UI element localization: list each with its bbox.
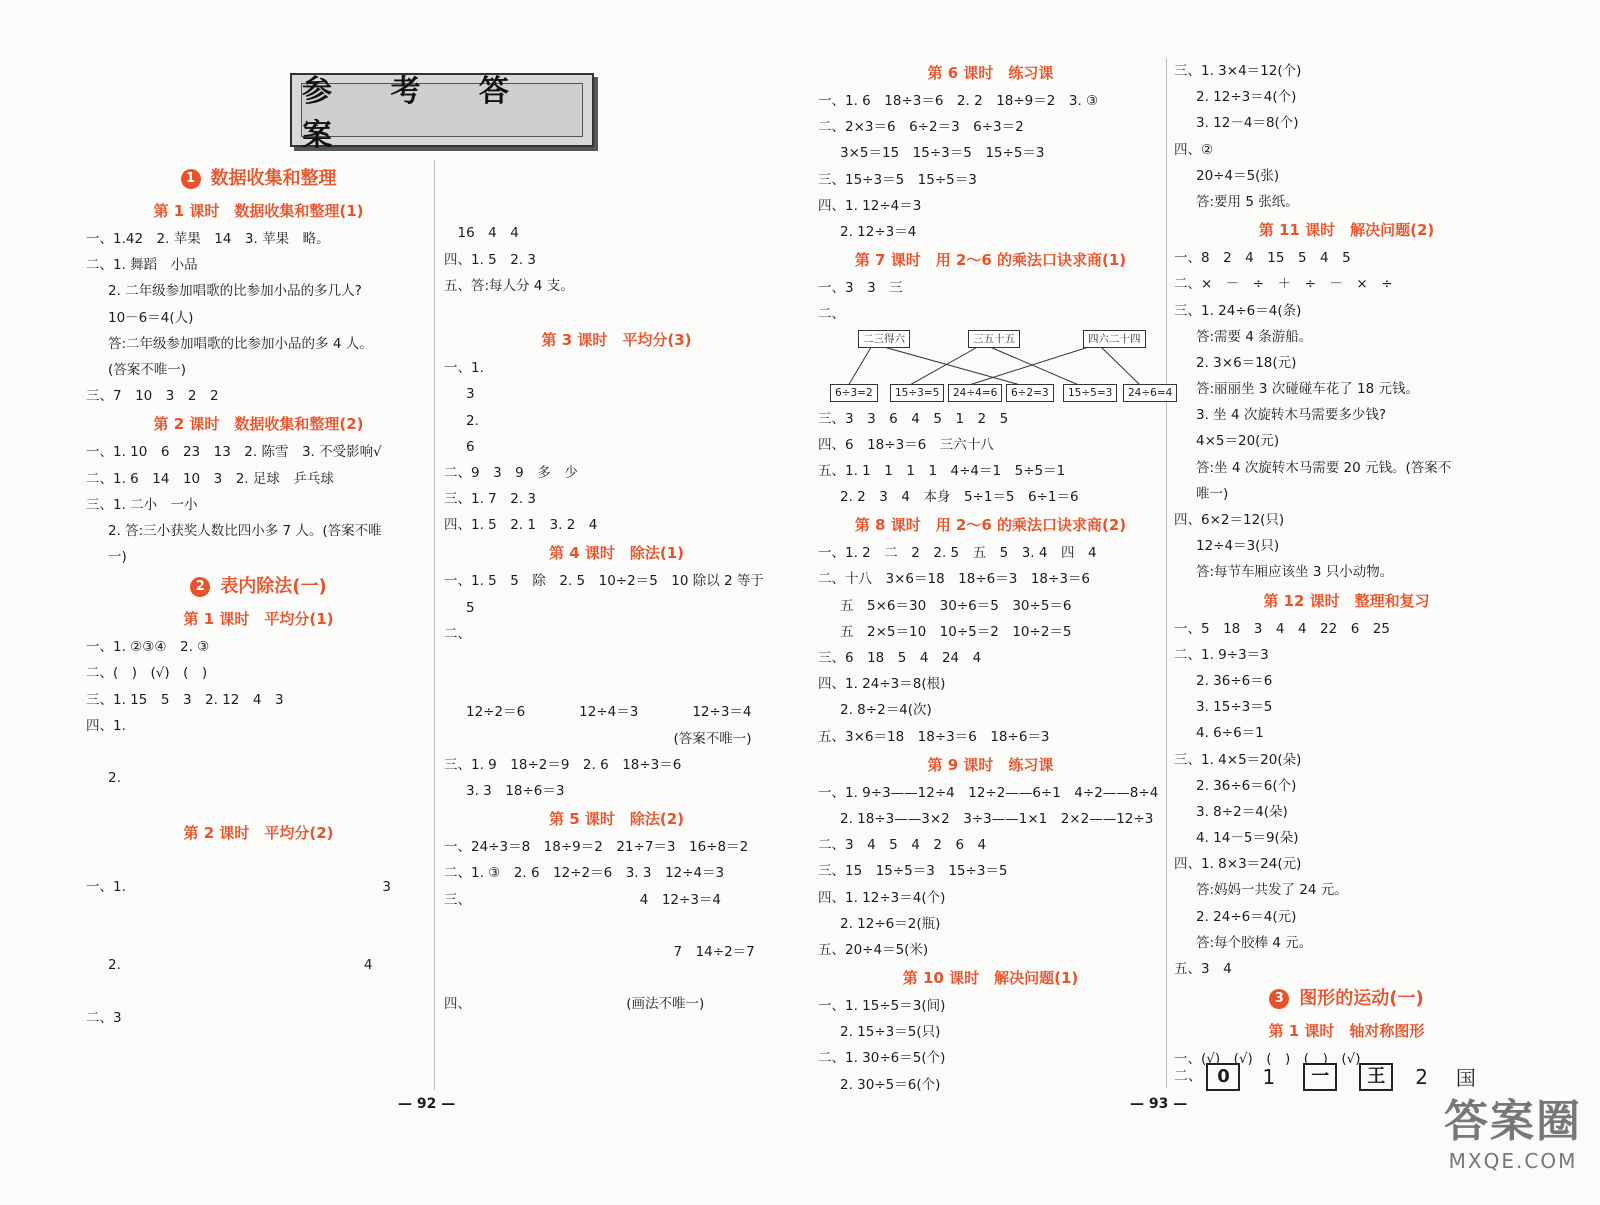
answer-line: 12÷4＝3(只) (1196, 538, 1280, 555)
answer-line: 唯一) (1196, 485, 1229, 502)
answer-line: 四、1. 12÷3＝4(个) (818, 889, 946, 906)
answer-line: 四、1. 12÷4＝3 (818, 197, 922, 214)
matching-line (1098, 344, 1141, 386)
answer-line: 三、1. 二小 一小 (86, 496, 198, 513)
diagram-bottom-node: 6÷3=2 (830, 384, 878, 402)
answer-line: 答:坐 4 次旋转木马需要 20 元钱。(答案不 (1196, 459, 1452, 476)
answer-line: 2. 8÷2＝4(次) (840, 702, 932, 719)
answer-line: 一、1. 6 18÷3＝6 2. 2 18÷9＝2 3. ③ (818, 93, 1099, 109)
answer-line: 四、1. 8×3＝24(元) (1174, 856, 1302, 873)
answer-line (86, 926, 431, 952)
lesson-heading: 第 3 课时 平均分(3) (541, 331, 692, 350)
answer-line: 二、1. 舞蹈 小品 (86, 257, 198, 274)
answer-line: 2. (108, 770, 121, 787)
answer-line: 4. 14－5＝9(朵) (1196, 830, 1299, 847)
answer-line: 答:妈妈一共发了 24 元。 (1196, 882, 1348, 899)
answer-line: 三、7 10 3 2 2 (86, 388, 219, 405)
unit-number-badge: 2 (190, 577, 210, 597)
diagram-bottom-node: 24÷4=6 (948, 384, 1002, 402)
answer-line: 2. 24÷6＝4(元) (1196, 908, 1297, 925)
matching-line (966, 344, 1098, 386)
answer-line: 一、3 3 三 (818, 280, 903, 297)
answer-line: 一、24÷3＝8 18÷9＝2 21÷7＝3 16÷8＝2 (444, 839, 749, 856)
answer-line: 2. 30÷5＝6(个) (840, 1076, 941, 1093)
answer-line (86, 979, 431, 1005)
lesson-heading: 第 2 课时 数据收集和整理(2) (153, 415, 364, 434)
answer-line: 二、3 (86, 1009, 122, 1026)
lesson-heading: 第 10 课时 解决问题(1) (902, 969, 1079, 988)
answer-line: 五、3 4 (1174, 961, 1232, 977)
answer-line: 四、6 18÷3＝6 三六十八 (818, 436, 994, 453)
page-title: 参 考 答 案 (302, 74, 533, 153)
answer-line: 答:丽丽坐 3 次碰碰车花了 18 元钱。 (1196, 381, 1419, 398)
unit-title: 表内除法(一) (220, 576, 327, 598)
answer-line (86, 900, 431, 926)
answer-column-3 (818, 58, 1173, 1098)
answer-line: 五 5×6＝30 30÷6＝5 30÷5＝6 (840, 597, 1072, 614)
answer-line (444, 1017, 789, 1043)
lesson-heading: 第 11 课时 解决问题(2) (1258, 221, 1435, 240)
symmetric-shape-answer: 王 (1359, 1063, 1393, 1091)
answer-line: 五 2×5＝10 10÷5＝2 10÷2＝5 (840, 623, 1072, 640)
answer-line: 3. 坐 4 次旋转木马需要多少钱? (1196, 407, 1387, 424)
answer-line: 2. 2 3 4 本身 5÷1＝5 6÷1＝6 (840, 489, 1079, 506)
answer-line: 三、 4 12÷3＝4 (444, 891, 722, 908)
unit-heading (1174, 982, 1519, 1016)
answer-line: 三、1. 4×5＝20(朵) (1174, 751, 1302, 768)
matching-line (873, 344, 1024, 386)
answer-line: 四、1. 5 2. 3 (444, 251, 537, 268)
answer-line: 四、6×2＝12(只) (1174, 512, 1285, 528)
diagram-bottom-node: 15÷3=5 (890, 384, 944, 402)
answer-line: (答案不唯一) (108, 361, 187, 378)
matching-diagram (818, 328, 1173, 406)
answer-line: 四、1. 24÷3＝8(根) (818, 676, 946, 693)
answer-line: 20÷4＝5(张) (1196, 167, 1280, 184)
symmetric-shape-answer: 国 (1455, 1066, 1476, 1090)
lesson-heading: 第 4 课时 除法(1) (548, 544, 685, 563)
answer-line: 五、答:每人分 4 支。 (444, 277, 574, 294)
answer-line: 答:每节车厢应该坐 3 只小动物。 (1196, 564, 1394, 581)
answer-line: 一、5 18 3 4 4 22 6 25 (1174, 620, 1390, 637)
answer-line: 2. 36÷6＝6 (1196, 672, 1273, 689)
answer-line: 二、 (818, 306, 845, 323)
answer-line: 二、× － ÷ ＋ ÷ － × ÷ (1174, 276, 1393, 293)
answer-title-box (290, 73, 594, 153)
lesson-heading: 第 1 课时 数据收集和整理(1) (153, 202, 364, 220)
answer-line: 10－6＝4(人) (108, 309, 194, 326)
answer-column-1 (86, 162, 431, 1031)
answer-line: 一、1. 15÷5＝3(间) (818, 998, 946, 1015)
answer-line: 一、1. 9÷3——12÷4 12÷2——6÷1 4÷2——8÷4 (818, 784, 1159, 801)
symmetric-shape-answer: 1 (1262, 1064, 1276, 1089)
answer-line: 答:要用 5 张纸。 (1196, 193, 1299, 210)
answer-line: 2. 15÷3＝5(只) (840, 1024, 941, 1041)
answer-line: 6 (466, 438, 475, 455)
answer-line: 答:二年级参加唱歌的比参加小品的多 4 人。 (108, 335, 373, 352)
lesson-heading: 第 7 课时 用 2～6 的乘法口诀求商(1) (854, 251, 1127, 270)
answer-line: 12÷2＝6 12÷4＝3 12÷3＝4 (466, 704, 752, 721)
matching-line (848, 344, 873, 386)
answer-line: 四、② (1174, 141, 1214, 158)
lesson-heading: 第 2 课时 平均分(2) (183, 823, 334, 842)
unit-title: 图形的运动(一) (1299, 988, 1424, 1010)
answer-line: 3. 15÷3＝5 (1196, 699, 1273, 716)
answer-line: 二、 (444, 625, 471, 642)
answer-line: 一、8 2 4 15 5 4 5 (1174, 250, 1351, 267)
diagram-bottom-node: 15÷5=3 (1063, 384, 1117, 402)
answer-line: 三、15 15÷5＝3 15÷3＝5 (818, 863, 1008, 880)
symmetric-shape-answer: 0 (1206, 1063, 1240, 1091)
matching-line (908, 344, 983, 386)
answer-line: 2. 3×6＝18(元) (1196, 354, 1297, 371)
answer-line: 四、1. (86, 717, 126, 734)
answer-line: 一、(√) (√) ( ) ( ) (√) (1174, 1051, 1361, 1068)
answer-line: 五、1. 1 1 1 1 4÷4＝1 5÷5＝1 (818, 462, 1066, 479)
unit-heading (86, 162, 431, 196)
answer-line (444, 194, 789, 220)
answer-line: 四、1. 5 2. 1 3. 2 4 (444, 517, 598, 534)
answer-line: 五、3×6＝18 18÷3＝6 18÷6＝3 (818, 728, 1050, 745)
page-number-left: — 92 — (398, 1096, 456, 1112)
answer-line: 二、1. 9÷3＝3 (1174, 646, 1269, 663)
answer-line: 三、1. 7 2. 3 (444, 491, 537, 508)
answer-line: 二、1. ③ 2. 6 12÷2＝6 3. 3 12÷4＝3 (444, 865, 725, 882)
answer-line: 一、1. ②③④ 2. ③ (86, 639, 210, 656)
diagram-top-node: 二三得六 (858, 330, 910, 348)
symmetric-shape-answer: 一 (1303, 1063, 1337, 1091)
answer-line: 3. 12－4＝8(个) (1196, 115, 1299, 132)
answer-line: 2. 二年级参加唱歌的比参加小品的多几人? (108, 283, 362, 300)
answer-line: 5 (466, 599, 475, 616)
column-divider (434, 160, 435, 1090)
answer-line: 3. 3 18÷6＝3 (466, 782, 565, 799)
lesson-heading: 第 1 课时 轴对称图形 (1268, 1022, 1425, 1041)
answer-line: (答案不唯一) (444, 730, 752, 747)
answer-column-4 (1174, 58, 1519, 1072)
answer-line: 一、1. 3 (86, 878, 391, 895)
answer-line (444, 647, 789, 673)
shapes-label: 二、 (1174, 1068, 1202, 1085)
diagram-bottom-node: 6÷2=3 (1006, 384, 1054, 402)
unit-number-badge: 3 (1269, 989, 1289, 1009)
answer-line: 一、1. 5 5 除 2. 5 10÷2＝5 10 除以 2 等于 (444, 573, 764, 590)
unit-title: 数据收集和整理 (210, 168, 337, 189)
answer-line: 答:每个胶棒 4 元。 (1196, 934, 1313, 951)
answer-line: 三、6 18 5 4 24 4 (818, 650, 982, 666)
answer-line: 2. 18÷3——3×2 3÷3——1×1 2×2——12÷3 (840, 810, 1154, 827)
page-number-right: — 93 — (1130, 1096, 1188, 1112)
answer-line: 3. 8÷2＝4(朵) (1196, 803, 1288, 820)
column-divider (1166, 58, 1167, 1088)
watermark-text: 答案圈 (1444, 1096, 1582, 1147)
answer-line: 二、( ) (√) ( ) (86, 665, 208, 682)
answer-line: 一) (108, 549, 127, 566)
answer-line: 2. 36÷6＝6(个) (1196, 777, 1297, 794)
answer-line (86, 791, 431, 817)
answer-line: 2. 12÷6＝2(瓶) (840, 915, 941, 932)
answer-line (444, 965, 789, 991)
answer-line: 三、3 3 6 4 5 1 2 5 (818, 410, 1009, 427)
answer-line: 三、1. 3×4＝12(个) (1174, 63, 1302, 79)
answer-line: 4. 6÷6＝1 (1196, 725, 1264, 742)
watermark-logo (1444, 1085, 1582, 1173)
answer-line: 一、1. 10 6 23 13 2. 陈雪 3. 不受影响√ (86, 444, 382, 461)
answer-line (444, 913, 789, 939)
answer-line: 一、1. (444, 360, 484, 377)
answer-line: 3 (466, 386, 475, 403)
answer-line: 三、1. 9 18÷2＝9 2. 6 18÷3＝6 (444, 756, 682, 773)
answer-line: 2. 答:三小获奖人数比四小多 7 人。(答案不唯 (108, 522, 382, 539)
answer-line (444, 168, 789, 194)
diagram-top-node: 三五十五 (968, 330, 1020, 348)
lesson-heading: 第 12 课时 整理和复习 (1263, 591, 1430, 610)
lesson-heading: 第 1 课时 平均分(1) (183, 610, 334, 629)
answer-line: 一、1.42 2. 苹果 14 3. 苹果 略。 (86, 231, 330, 247)
watermark-url: MXQE.COM (1448, 1149, 1578, 1173)
lesson-heading: 第 9 课时 练习课 (927, 755, 1054, 774)
answer-line: 答:需要 4 条游船。 (1196, 328, 1313, 345)
answer-line: 三、15÷3＝5 15÷5＝3 (818, 171, 977, 188)
diagram-top-node: 四六二十四 (1083, 330, 1146, 348)
answer-line (86, 848, 431, 874)
lesson-heading: 第 5 课时 除法(2) (548, 810, 685, 829)
answer-line: 二、1. 30÷6＝5(个) (818, 1050, 946, 1067)
lesson-heading: 第 8 课时 用 2～6 的乘法口诀求商(2) (854, 516, 1127, 535)
answer-line: 二、9 3 9 多 少 (444, 464, 578, 481)
answer-line: 二、十八 3×6＝18 18÷6＝3 18÷3＝6 (818, 571, 1091, 588)
answer-line: 三、1. 24÷6＝4(条) (1174, 302, 1302, 319)
answer-line: 2. 12÷3＝4 (840, 223, 917, 240)
answer-line: 16 4 4 (444, 225, 519, 242)
answer-line: 二、2×3＝6 6÷2＝3 6÷3＝2 (818, 119, 1024, 136)
unit-number-badge: 1 (181, 169, 201, 189)
answer-line: 4×5＝20(元) (1196, 433, 1280, 450)
answer-line: 二、3 4 5 4 2 6 4 (818, 837, 987, 854)
answer-line: 一、1. 2 二 2 2. 5 五 5 3. 4 四 4 (818, 545, 1097, 562)
answer-line: 3×5＝15 15÷3＝5 15÷5＝3 (840, 145, 1045, 162)
answer-line: 2. (466, 412, 479, 429)
answer-line (86, 739, 431, 765)
answer-line: 四、 (画法不唯一) (444, 996, 705, 1013)
answer-line: 7 14÷2＝7 (444, 943, 755, 960)
diagram-bottom-node: 24÷6=4 (1123, 384, 1177, 402)
symmetric-shape-answer: 2 (1415, 1064, 1428, 1089)
answer-line: 2. 4 (108, 957, 373, 974)
lesson-heading: 第 6 课时 练习课 (927, 64, 1054, 82)
answer-line: 二、1. 6 14 10 3 2. 足球 乒乓球 (86, 470, 334, 487)
answer-line (444, 299, 789, 325)
right-page (800, 0, 1600, 1205)
unit-heading (86, 570, 431, 604)
answer-line (444, 673, 789, 699)
answer-line: 2. 12÷3＝4(个) (1196, 89, 1297, 106)
answer-line: 五、20÷4＝5(米) (818, 941, 929, 958)
answer-column-2 (444, 168, 789, 1044)
answer-line: 三、1. 15 5 3 2. 12 4 3 (86, 691, 284, 708)
